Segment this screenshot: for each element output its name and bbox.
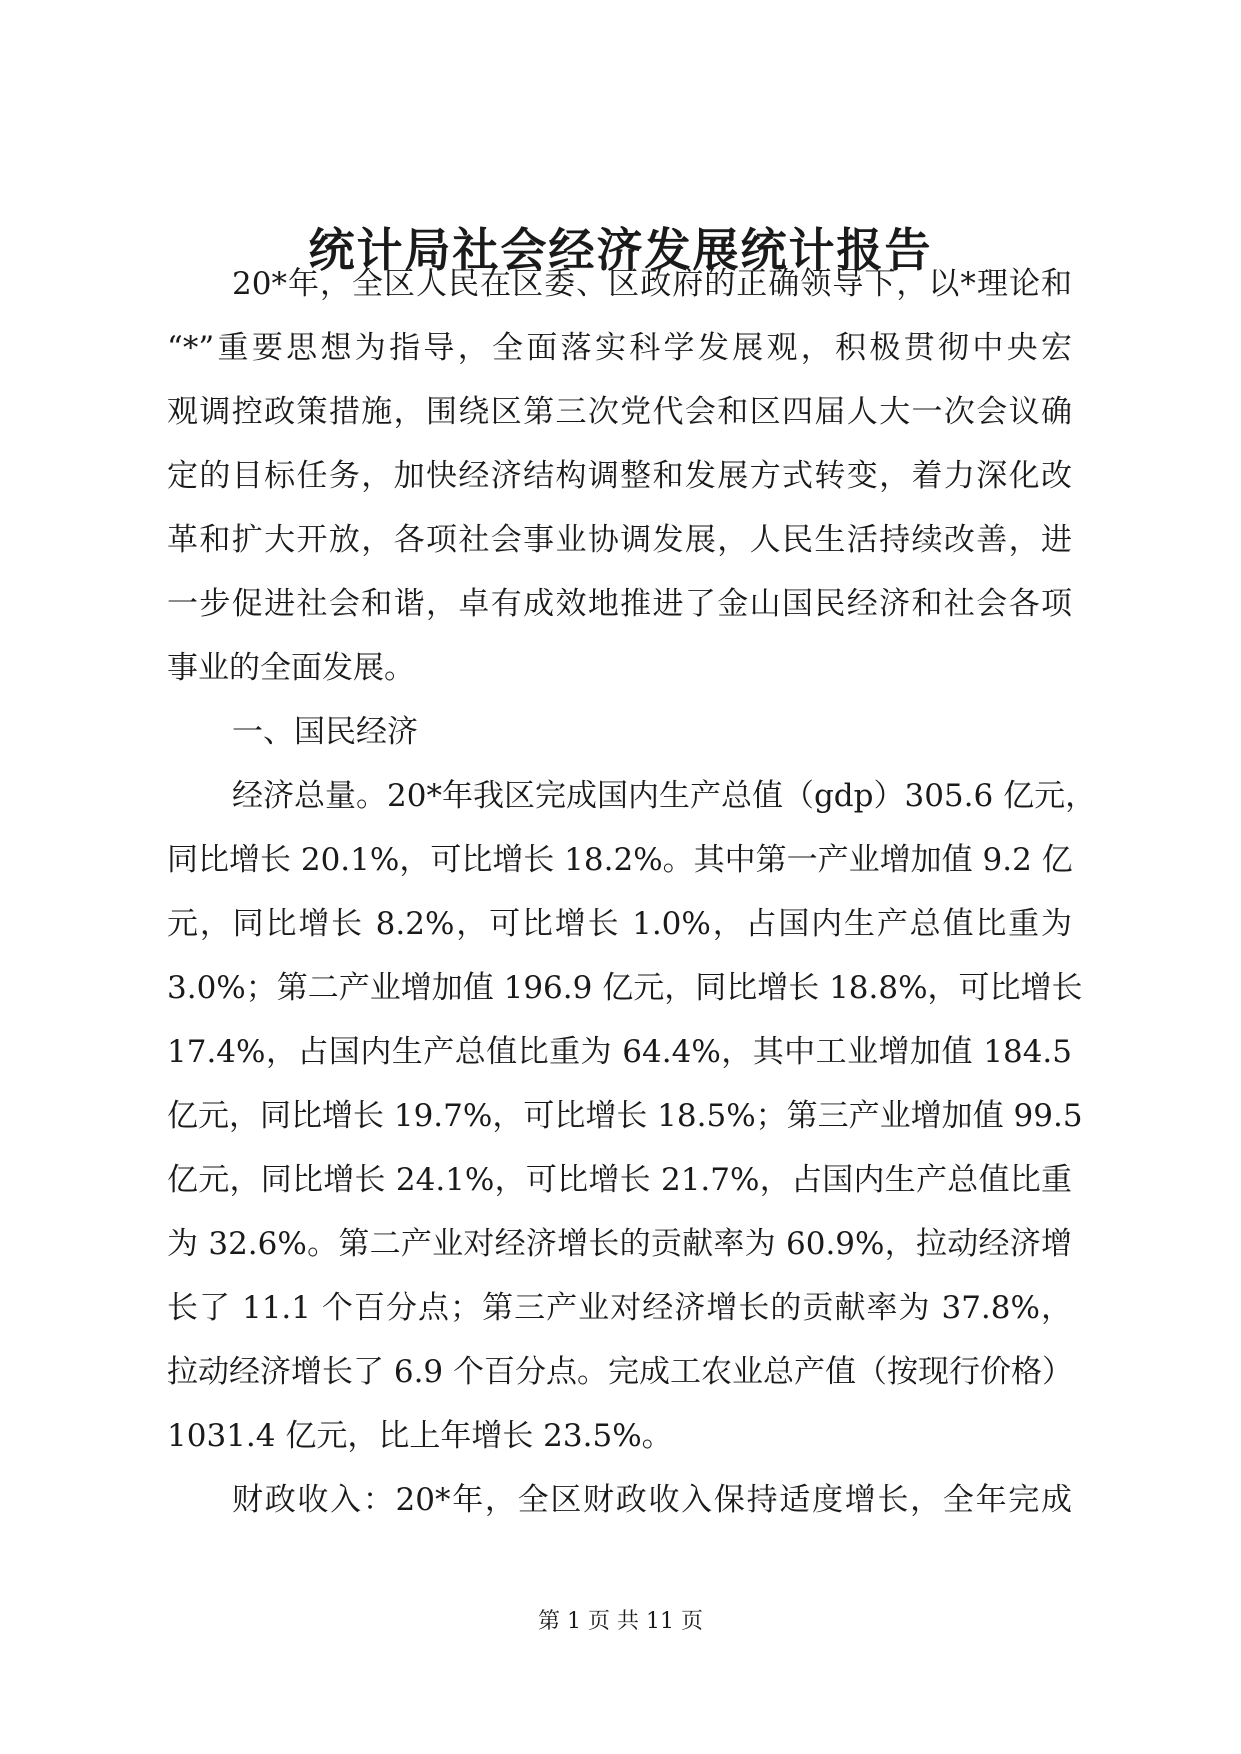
text-line: 观调控政策措施，围绕区第三次党代会和区四届人大一次会议确: [167, 394, 1072, 430]
text-line: 财政收入：20*年，全区财政收入保持适度增长，全年完成: [232, 1482, 1072, 1518]
text-line: 3.0%；第二产业增加值 196.9 亿元，同比增长 18.8%，可比增长: [167, 970, 1083, 1006]
text-line: 长了 11.1 个百分点；第三产业对经济增长的贡献率为 37.8%，: [167, 1290, 1072, 1326]
text-line: 拉动经济增长了 6.9 个百分点。完成工农业总产值（按现行价格）: [167, 1354, 1074, 1390]
section-heading: 一、国民经济: [232, 714, 418, 750]
text-line: 元，同比增长 8.2%，可比增长 1.0%，占国内生产总值比重为: [167, 906, 1072, 942]
text-line: 经济总量。20*年我区完成国内生产总值（gdp）305.6 亿元，: [232, 778, 1097, 814]
text-line: “*”重要思想为指导，全面落实科学发展观，积极贯彻中央宏: [167, 330, 1072, 366]
text-line: 定的目标任务，加快经济结构调整和发展方式转变，着力深化改: [167, 458, 1072, 494]
text-line: 17.4%，占国内生产总值比重为 64.4%，其中工业增加值 184.5: [167, 1034, 1072, 1070]
text-line: 为 32.6%。第二产业对经济增长的贡献率为 60.9%，拉动经济增: [167, 1226, 1072, 1262]
text-line: 1031.4 亿元，比上年增长 23.5%。: [167, 1418, 673, 1454]
document-title: 统计局社会经济发展统计报告: [308, 223, 933, 277]
text-line: 亿元，同比增长 19.7%，可比增长 18.5%；第三产业增加值 99.5: [167, 1098, 1083, 1134]
text-line: 革和扩大开放，各项社会事业协调发展，人民生活持续改善，进: [167, 522, 1072, 558]
text-line: 20*年，全区人民在区委、区政府的正确领导下，以*理论和: [232, 266, 1072, 302]
text-line: 一步促进社会和谐，卓有成效地推进了金山国民经济和社会各项: [167, 586, 1072, 622]
page-footer: 第 1 页 共 11 页: [538, 1609, 703, 1634]
text-line: 亿元，同比增长 24.1%，可比增长 21.7%，占国内生产总值比重: [167, 1162, 1072, 1198]
text-line: 事业的全面发展。: [167, 650, 415, 686]
text-line: 同比增长 20.1%，可比增长 18.2%。其中第一产业增加值 9.2 亿: [167, 842, 1073, 878]
